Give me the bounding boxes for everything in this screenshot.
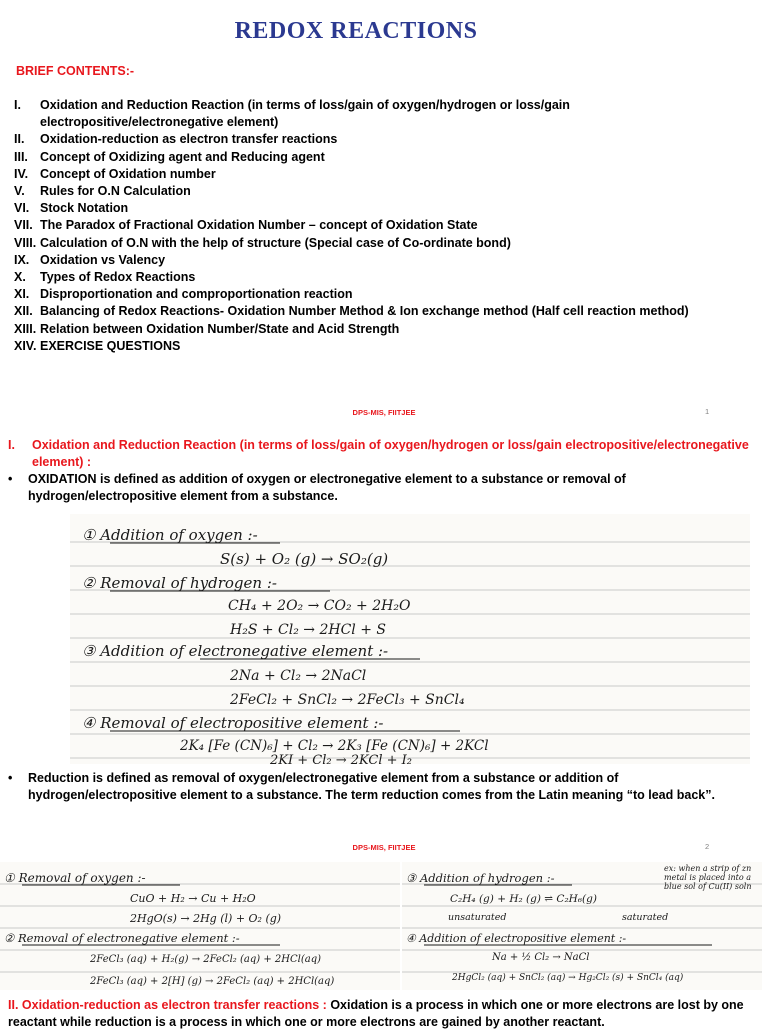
contents-item-number: V. xyxy=(14,184,25,199)
contents-item xyxy=(14,286,754,303)
contents-item xyxy=(14,269,754,286)
note-eq-h2s: H₂S + Cl₂ → 2HCl + S xyxy=(230,622,387,638)
page-2-number: 2 xyxy=(705,842,710,851)
contents-item-number: IV. xyxy=(14,166,29,181)
section-2-paragraph xyxy=(8,997,760,1031)
contents-item-text: Oxidation-reduction as electron transfer reactions xyxy=(40,132,338,147)
contents-item-number: VII. xyxy=(14,218,33,233)
contents-item-number: XII. xyxy=(14,304,33,319)
note-eq-sulfur: S(s) + O₂ (g) → SO₂(g) xyxy=(220,550,389,568)
contents-item xyxy=(14,97,754,131)
contents-item-number: IX. xyxy=(14,252,30,267)
note-label-saturated: saturated xyxy=(622,912,669,923)
note-addition-electropositive: ④ Addition of electropositive element :- xyxy=(406,932,627,945)
reduction-notes-left xyxy=(0,862,400,990)
reduction-definition xyxy=(8,770,748,804)
bullet-icon: • xyxy=(8,771,13,785)
contents-item-number: II. xyxy=(14,132,25,147)
note-eq-ki: 2KI + Cl₂ → 2KCl + I₂ xyxy=(270,753,412,764)
contents-item-text: Concept of Oxidation number xyxy=(40,166,216,181)
section-1-number: I. xyxy=(8,438,15,452)
contents-item-number: I. xyxy=(14,98,21,112)
note-eq-fecl3-h2: 2FeCl₃ (aq) + H₂(g) → 2FeCl₂ (aq) + 2HCl(aq) xyxy=(90,954,321,965)
contents-item-number: X. xyxy=(14,270,26,285)
note-removal-electropositive: ④ Removal of electropositive element :- xyxy=(82,714,384,732)
contents-item-text: Concept of Oxidizing agent and Reducing agent xyxy=(40,149,325,164)
note-eq-fecl: 2FeCl₂ + SnCl₂ → 2FeCl₃ + SnCl₄ xyxy=(230,692,465,708)
contents-item xyxy=(14,183,754,200)
reduction-notes-right xyxy=(402,862,762,990)
contents-item-number: VIII. xyxy=(14,235,37,250)
contents-item-text: EXERCISE QUESTIONS xyxy=(40,338,181,353)
contents-item-number: III. xyxy=(14,149,28,164)
contents-item-text: Disproportionation and comproportionation reaction xyxy=(40,287,353,302)
note-label-unsaturated: unsaturated xyxy=(448,912,507,923)
contents-item xyxy=(14,149,754,166)
page-2-footer: DPS-MIS, FIITJEE xyxy=(352,843,416,852)
section-1-heading xyxy=(8,437,756,471)
contents-item xyxy=(14,131,754,148)
contents-item xyxy=(14,200,754,217)
note-eq-na: Na + ½ Cl₂ → NaCl xyxy=(492,952,590,963)
note-eq-ethene: C₂H₄ (g) + H₂ (g) ⇌ C₂H₆(g) xyxy=(450,893,597,905)
contents-item-text: Oxidation and Reduction Reaction (in terms of loss/gain of oxygen/hydrogen or loss/gain electropositive/electronegative element) xyxy=(40,98,570,130)
contents-item-text: Calculation of O.N with the help of structure (Special case of Co-ordinate bond) xyxy=(40,235,511,250)
contents-item-number: XIV. xyxy=(14,338,37,353)
oxidation-handwritten-notes xyxy=(70,514,750,764)
reduction-definition-text: Reduction is defined as removal of oxygen/electronegative element from a substance or addition of hydrogen/electropositive element to a substance. The term reduction comes from the Latin meaning “to lead back”. xyxy=(28,771,715,802)
bullet-icon: • xyxy=(8,472,13,486)
contents-item xyxy=(14,321,754,338)
oxidation-definition xyxy=(8,471,748,505)
note-eq-hgcl2: 2HgCl₂ (aq) + SnCl₂ (aq) → Hg₂Cl₂ (s) + SnCl₄ (aq) xyxy=(452,973,684,983)
contents-item xyxy=(14,235,754,252)
note-side-example: ex: when a strip of zn metal is placed into a blue sol of Cu(II) soln xyxy=(664,864,752,891)
brief-contents-label: BRIEF CONTENTS:- xyxy=(16,64,135,78)
contents-item-number: XIII. xyxy=(14,321,37,336)
note-addition-hydrogen: ③ Addition of hydrogen :- xyxy=(406,871,555,885)
note-removal-hydrogen: ② Removal of hydrogen :- xyxy=(82,574,277,592)
note-eq-methane: CH₄ + 2O₂ → CO₂ + 2H₂O xyxy=(228,598,411,614)
section-2-heading: II. Oxidation-reduction as electron transfer reactions : xyxy=(8,998,327,1012)
contents-item-text: Relation between Oxidation Number/State and Acid Strength xyxy=(40,321,400,336)
note-eq-ferrocyanide: 2K₄ [Fe (CN)₆] + Cl₂ → 2K₃ [Fe (CN)₆] + 2KCl xyxy=(180,738,489,754)
oxidation-definition-text: OXIDATION is defined as addition of oxygen or electronegative element to a substance or removal of hydrogen/electropositive element from a substance. xyxy=(28,472,626,503)
section-2-text: Oxidation is a process in which one or more electrons are lost by one reactant while reduction is a process in which one or more electrons are gained by another reactant. xyxy=(8,998,744,1029)
contents-item xyxy=(14,338,754,355)
contents-item-number: VI. xyxy=(14,201,30,216)
note-removal-oxygen: ① Removal of oxygen :- xyxy=(4,871,146,885)
page-1-footer: DPS-MIS, FIITJEE xyxy=(352,408,416,417)
note-removal-electronegative: ② Removal of electronegative element :- xyxy=(4,931,240,945)
contents-item xyxy=(14,303,754,320)
note-eq-cuo: CuO + H₂ → Cu + H₂O xyxy=(130,892,256,905)
contents-item xyxy=(14,166,754,183)
contents-list xyxy=(14,97,754,355)
contents-item-text: Rules for O.N Calculation xyxy=(40,184,191,199)
contents-item-text: Balancing of Redox Reactions- Oxidation Number Method & Ion exchange method (Half cell reaction method) xyxy=(40,304,689,319)
contents-item xyxy=(14,217,754,234)
note-addition-oxygen: ① Addition of oxygen :- xyxy=(82,526,258,544)
section-1-title: Oxidation and Reduction Reaction (in terms of loss/gain of oxygen/hydrogen or loss/gain electropositive/electronegative element) : xyxy=(32,438,749,469)
contents-item-text: Types of Redox Reactions xyxy=(40,270,196,285)
page-1-number: 1 xyxy=(705,407,710,416)
contents-item-text: The Paradox of Fractional Oxidation Number – concept of Oxidation State xyxy=(40,218,478,233)
document-title: REDOX REACTIONS xyxy=(234,18,478,44)
note-eq-hgo: 2HgO(s) → 2Hg (l) + O₂ (g) xyxy=(130,912,282,925)
contents-item-text: Stock Notation xyxy=(40,201,129,216)
contents-item-text: Oxidation vs Valency xyxy=(40,252,166,267)
contents-item-number: XI. xyxy=(14,287,30,302)
contents-item xyxy=(14,252,754,269)
note-eq-nacl: 2Na + Cl₂ → 2NaCl xyxy=(230,668,367,684)
note-addition-electronegative: ③ Addition of electronegative element :- xyxy=(82,642,389,660)
note-eq-fecl3-h: 2FeCl₃ (aq) + 2[H] (g) → 2FeCl₂ (aq) + 2HCl(aq) xyxy=(90,976,335,987)
